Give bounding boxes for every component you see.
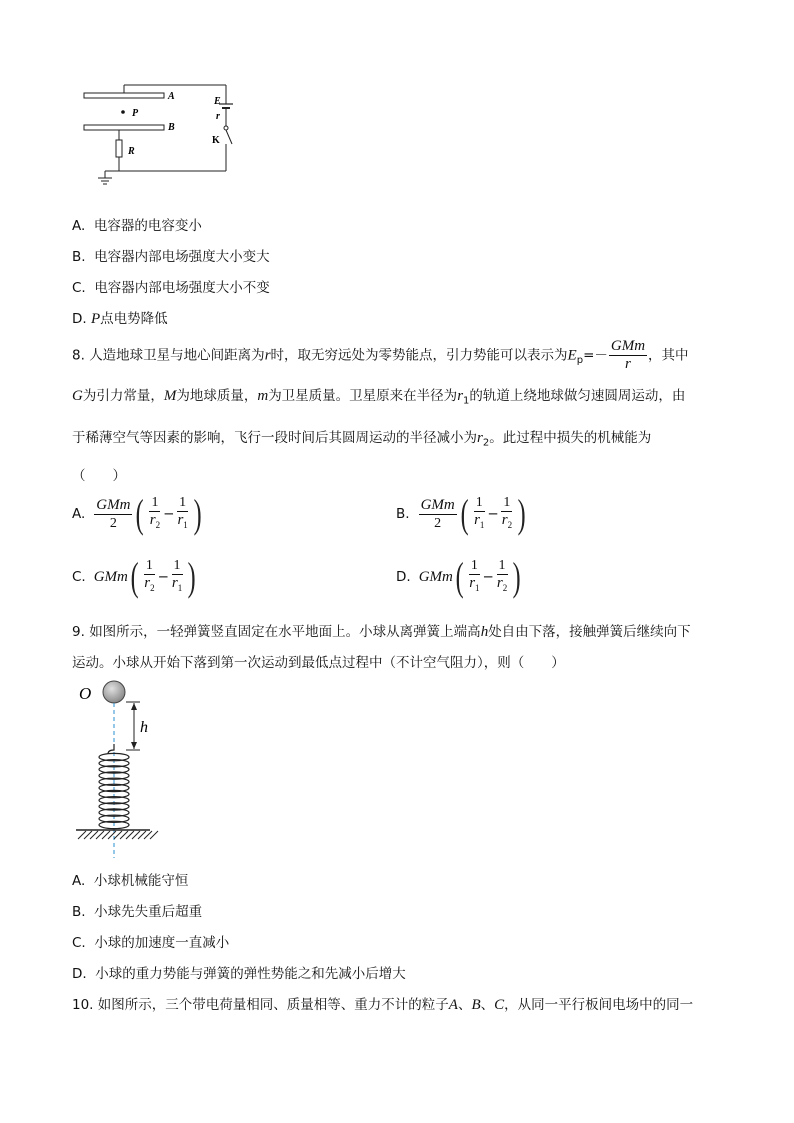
q9-stem-line1: 9. 如图所示，一轻弹簧竖直固定在水平地面上。小球从离弹簧上端高h处自由下落，接触弹簧后继续向下 [72,624,691,640]
point-p [121,110,125,114]
q9-option-b[interactable]: B. 小球先失重后超重 [72,904,203,920]
q7-option-c[interactable]: C. 电容器内部电场强度大小不变 [72,280,270,296]
label-r: R [128,146,135,157]
q8-option-c[interactable]: C. GMm ( $\frac{1}{r_2}$ − $\frac{1}{r_1}$ ) [72,554,196,599]
plate-b [84,125,164,130]
q8-stem-line3: 于稀薄空气等因素的影响，飞行一段时间后其圆周运动的半径减小为$r_2$。此过程中损失的机械能为 [72,430,652,449]
q9-option-a[interactable]: A. 小球机械能守恒 [72,873,189,889]
ball [103,681,125,703]
q9-option-d[interactable]: D. 小球的重力势能与弹簧的弹性势能之和先减小后增大 [72,966,406,982]
spring-ball-diagram [74,676,174,860]
label-h: h [140,719,148,736]
capacitor-circuit-diagram [76,80,246,192]
label-p: P [132,108,139,119]
q7-option-d[interactable]: D. P点电势降低 [72,311,168,327]
q7-option-b[interactable]: B. 电容器内部电场强度大小变大 [72,249,270,265]
q8-stem-line2: G为引力常量，M为地球质量，m为卫星质量。卫星原来在半径为$r_1$的轨道上绕地球做匀速圆周运动，由 [72,388,686,407]
q8-option-d[interactable]: D. GMm ( $\frac{1}{r_1}$ − $\frac{1}{r_2}$ ) [396,554,521,599]
label-b: B [168,122,175,133]
plate-a [84,93,164,98]
label-o: O [79,684,92,703]
q8-answer-blank: （ ） [72,468,126,484]
resistor-r [116,140,122,157]
q8-option-b[interactable]: B. $\frac{\text{GMm}}{2}$ ( $\frac{1}{r_1}$ − $\frac{1}{r_2}$ ) [396,491,526,536]
q8-stem-line1: 8. 人造地球卫星与地心间距离为r时，取无穷远处为零势能点，引力势能可以表示为$E_p=-$ $\frac{\text{GMm}}{r}$ ，其中 [72,338,689,372]
q8-option-a[interactable]: A. $\frac{\text{GMm}}{2}$ ( $\frac{1}{r_2}$ − $\frac{1}{r_1}$ ) [72,491,202,536]
q7-option-a[interactable]: A. 电容器的电容变小 [72,218,202,234]
label-e: E [214,96,221,107]
label-r-small: r [216,111,220,122]
q9-stem-line2: 运动。小球从开始下落到第一次运动到最低点过程中（不计空气阻力），则（ ） [72,655,565,671]
label-a: A [168,91,175,102]
q10-stem-line1: 10. 如图所示，三个带电荷量相同、质量相等、重力不计的粒子A、B、C，从同一平行板间电场中的同一 [72,997,694,1013]
q9-option-c[interactable]: C. 小球的加速度一直减小 [72,935,230,951]
spring [99,744,129,829]
label-k: K [212,135,220,146]
